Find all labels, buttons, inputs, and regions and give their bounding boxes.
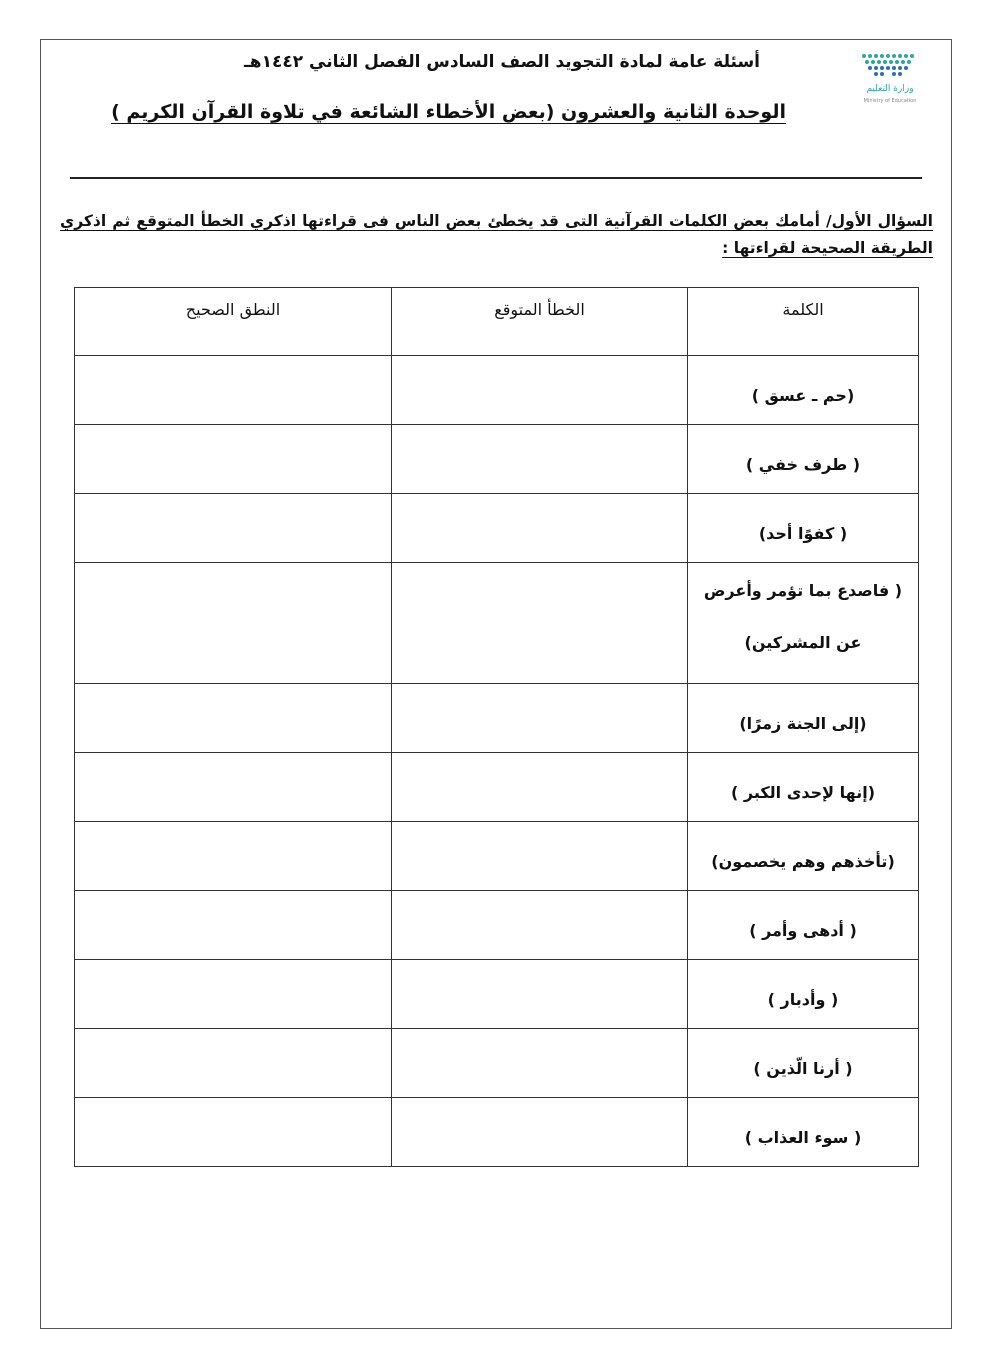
- word-cell: ( وأدبار ): [688, 960, 919, 1029]
- table-row: [75, 1098, 919, 1167]
- logo-subtext: Ministry of Education: [863, 98, 917, 104]
- word-cell: (حم ـ عسق ): [688, 356, 919, 425]
- logo-text: وزارة التعليم: [866, 84, 914, 94]
- word-cell: ( سوء العذاب ): [688, 1098, 919, 1167]
- expected-error-cell[interactable]: [392, 684, 688, 753]
- page-header-line: أسئلة عامة لمادة التجويد الصف السادس الفصل الثاني ١٤٤٢هـ: [244, 52, 760, 72]
- expected-error-cell[interactable]: [392, 753, 688, 822]
- expected-error-cell[interactable]: [392, 891, 688, 960]
- header-expected-error: الخطأ المتوقع: [392, 288, 688, 356]
- expected-error-cell[interactable]: [392, 960, 688, 1029]
- expected-error-cell[interactable]: [392, 356, 688, 425]
- table-row: [75, 822, 919, 891]
- word-cell: ( كفوًا أحد): [688, 494, 919, 563]
- expected-error-cell[interactable]: [392, 1098, 688, 1167]
- header-correct-pronunciation: النطق الصحيح: [75, 288, 392, 356]
- words-table: [74, 287, 919, 1167]
- correct-pronunciation-cell[interactable]: [75, 425, 392, 494]
- expected-error-cell[interactable]: [392, 494, 688, 563]
- correct-pronunciation-cell[interactable]: [75, 356, 392, 425]
- table-row: [75, 753, 919, 822]
- table-row: [75, 891, 919, 960]
- expected-error-cell[interactable]: [392, 1029, 688, 1098]
- word-cell: ( أدهى وأمر ): [688, 891, 919, 960]
- table-header-row: [75, 288, 919, 356]
- correct-pronunciation-cell[interactable]: [75, 891, 392, 960]
- correct-pronunciation-cell[interactable]: [75, 1029, 392, 1098]
- expected-error-cell[interactable]: [392, 822, 688, 891]
- correct-pronunciation-cell[interactable]: [75, 1098, 392, 1167]
- table-row: [75, 494, 919, 563]
- expected-error-cell[interactable]: [392, 563, 688, 684]
- table-row: [75, 356, 919, 425]
- header-word: الكلمة: [688, 288, 919, 356]
- table-row: [75, 563, 919, 684]
- word-cell: (تأخذهم وهم يخصمون): [688, 822, 919, 891]
- word-cell: ( طرف خفي ): [688, 425, 919, 494]
- word-cell: ( أرنا الّذين ): [688, 1029, 919, 1098]
- correct-pronunciation-cell[interactable]: [75, 960, 392, 1029]
- correct-pronunciation-cell[interactable]: [75, 563, 392, 684]
- table-row: [75, 1029, 919, 1098]
- word-cell: (إنها لإحدى الكبر ): [688, 753, 919, 822]
- table-row: [75, 425, 919, 494]
- correct-pronunciation-cell[interactable]: [75, 753, 392, 822]
- table-row: [75, 960, 919, 1029]
- unit-title: الوحدة الثانية والعشرون (بعض الأخطاء الشائعة في تلاوة القرآن الكريم ): [111, 101, 786, 123]
- correct-pronunciation-cell[interactable]: [75, 684, 392, 753]
- ministry-logo: [856, 48, 932, 108]
- word-cell: ( فاصدع بما تؤمر وأعرض عن المشركين): [688, 563, 919, 684]
- word-cell: (إلى الجنة زمرًا): [688, 684, 919, 753]
- table-row: [75, 684, 919, 753]
- correct-pronunciation-cell[interactable]: [75, 822, 392, 891]
- correct-pronunciation-cell[interactable]: [75, 494, 392, 563]
- question-one-prompt: السؤال الأول/ أمامك بعض الكلمات القرآنية التى قد يخطئ بعض الناس فى قراءتها اذكري الخطأ المتوقع ثم اذكري الطريقة الصحيحة لقراءتها :: [60, 212, 933, 257]
- header-divider: [70, 177, 922, 179]
- expected-error-cell[interactable]: [392, 425, 688, 494]
